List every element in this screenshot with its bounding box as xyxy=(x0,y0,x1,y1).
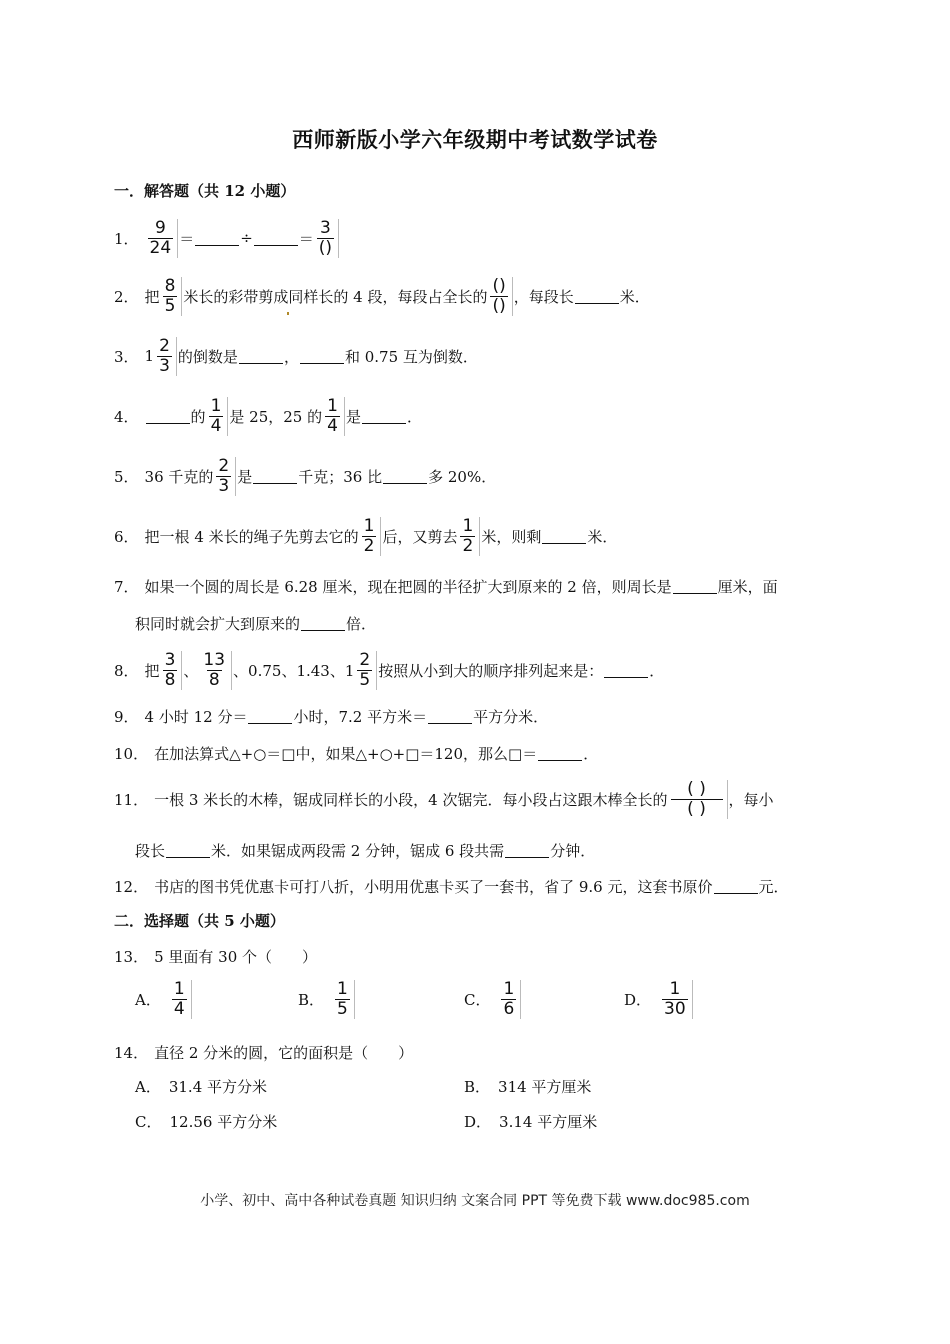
question-text: 4 小时 12 分＝ xyxy=(144,707,248,726)
question-3 xyxy=(114,336,478,376)
option-label: D． xyxy=(624,991,652,1009)
option-label: B． xyxy=(464,1078,491,1096)
fraction: $\frac{1}{30}$ xyxy=(660,980,693,1019)
option-label: C． xyxy=(135,1113,162,1131)
question-text: 书店的图书凭优惠卡可打八折，小明用优惠卡买了一套书，省了 9.6 元，这套书原价 xyxy=(154,877,713,896)
question-text: ， xyxy=(283,347,299,366)
question-11-line-2 xyxy=(135,830,595,870)
question-14 xyxy=(114,1032,413,1072)
question-number: 5． xyxy=(114,467,139,486)
question-text: 米长的彩带剪成同样长的 4 段，每段占全长的 xyxy=(183,287,488,306)
fraction: $\frac{1}{2}$ xyxy=(360,517,382,556)
fraction: $\frac{9}{24}$ xyxy=(146,219,179,258)
question-text: 米．如果锯成两段需 2 分钟，锯成 6 段共需 xyxy=(211,841,505,860)
question-text: 厘米，面 xyxy=(717,577,778,596)
fraction: $\frac{13}{8}$ xyxy=(199,651,232,690)
answer-blank[interactable] xyxy=(300,349,344,364)
question-10 xyxy=(114,733,598,773)
question-number: 13． xyxy=(114,947,149,966)
option-label: B． xyxy=(298,991,325,1009)
question-text: 一根 3 米长的木棒，锯成同样长的小段，4 次锯完．每小段占这跟木棒全长的 xyxy=(154,790,668,809)
fraction: $\frac{( )}{( )}$ xyxy=(669,780,728,819)
section-heading-answer: 一．解答题（共 12 小题） xyxy=(114,182,296,200)
question-number: 11． xyxy=(114,790,149,809)
question-text: 和 0.75 互为倒数． xyxy=(344,347,478,366)
answer-blank[interactable] xyxy=(575,289,619,304)
option-label: C． xyxy=(464,991,491,1009)
option-c[interactable] xyxy=(135,1111,277,1132)
answer-blank[interactable] xyxy=(239,349,283,364)
question-text: ，每小 xyxy=(728,790,774,809)
question-7-line-1 xyxy=(114,566,778,606)
option-b[interactable] xyxy=(464,1076,591,1097)
question-text: 把 xyxy=(144,287,160,306)
option-b[interactable] xyxy=(298,980,356,1019)
question-number: 8． xyxy=(114,661,139,680)
question-5 xyxy=(114,456,496,496)
question-text: 平方分米． xyxy=(473,707,549,726)
question-number: 12． xyxy=(114,877,149,896)
answer-blank[interactable] xyxy=(714,879,758,894)
answer-blank[interactable] xyxy=(604,663,648,678)
question-text: 在加法算式△+○＝□中，如果△+○+□＝120，那么□＝ xyxy=(154,744,538,763)
question-text: 分钟． xyxy=(550,841,596,860)
answer-blank[interactable] xyxy=(301,616,345,631)
question-text: 、0.75、1.43、1 xyxy=(233,661,355,680)
answer-blank[interactable] xyxy=(428,709,472,724)
question-13 xyxy=(114,936,317,976)
answer-blank[interactable] xyxy=(254,231,298,246)
fraction: $\frac{1}{4}$ xyxy=(207,397,229,436)
fraction: $\frac{3}{()}$ xyxy=(315,219,339,258)
question-12 xyxy=(114,866,789,906)
answer-blank[interactable] xyxy=(146,409,190,424)
fraction: $\frac{1}{5}$ xyxy=(333,980,355,1019)
question-text: 把 xyxy=(144,661,160,680)
question-number: 7． xyxy=(114,577,139,596)
fraction: $\frac{1}{4}$ xyxy=(170,980,192,1019)
section-heading-choice: 二．选择题（共 5 小题） xyxy=(114,912,285,930)
question-text: 积同时就会扩大到原来的 xyxy=(135,614,301,633)
question-text: ． xyxy=(583,744,599,763)
question-number: 14． xyxy=(114,1043,149,1062)
separator: 、 xyxy=(183,661,199,680)
question-number: 4． xyxy=(114,407,139,426)
fraction: $\frac{2}{3}$ xyxy=(155,337,177,376)
question-text: 小时，7.2 平方米＝ xyxy=(293,707,428,726)
question-text: 是 xyxy=(345,407,361,426)
fraction: $\frac{2}{3}$ xyxy=(214,457,236,496)
question-text: 的 xyxy=(190,407,206,426)
question-number: 6． xyxy=(114,527,139,546)
stray-mark xyxy=(287,312,289,315)
equals-sign: ＝ xyxy=(179,229,195,248)
answer-blank[interactable] xyxy=(505,843,549,858)
option-c[interactable] xyxy=(464,980,522,1019)
divide-sign: ÷ xyxy=(240,229,253,247)
question-text: 米． xyxy=(619,287,650,306)
question-number: 3． xyxy=(114,347,139,366)
fraction: $\frac{()}{()}$ xyxy=(488,277,512,316)
question-text: 的倒数是 xyxy=(177,347,238,366)
fraction: $\frac{8}{5}$ xyxy=(161,277,183,316)
question-text: 如果一个圆的周长是 6.28 厘米，现在把圆的半径扩大到原来的 2 倍，则周长是 xyxy=(144,577,672,596)
answer-blank[interactable] xyxy=(166,843,210,858)
question-text: ． xyxy=(649,661,665,680)
answer-blank[interactable] xyxy=(538,746,582,761)
answer-blank[interactable] xyxy=(542,529,586,544)
question-number: 1． xyxy=(114,229,139,248)
question-text: ． xyxy=(406,407,422,426)
question-number: 10． xyxy=(114,744,149,763)
fraction: $\frac{1}{2}$ xyxy=(458,517,480,556)
question-text: 千克；36 比 xyxy=(298,467,383,486)
question-8 xyxy=(114,650,664,690)
question-text: 元． xyxy=(758,877,789,896)
question-text: 是 xyxy=(237,467,253,486)
answer-blank[interactable] xyxy=(248,709,292,724)
option-d[interactable] xyxy=(464,1111,597,1132)
option-label: A． xyxy=(135,1078,161,1096)
question-text: 倍． xyxy=(346,614,377,633)
question-2 xyxy=(114,276,650,316)
question-text: 5 里面有 30 个（ ） xyxy=(154,947,318,966)
question-11-line-1 xyxy=(114,779,774,819)
option-d[interactable] xyxy=(624,980,694,1019)
question-4 xyxy=(114,396,422,436)
question-text: 后，又剪去 xyxy=(382,527,458,546)
option-a[interactable] xyxy=(135,980,193,1019)
option-label: A． xyxy=(135,991,161,1009)
answer-blank[interactable] xyxy=(195,231,239,246)
answer-blank[interactable] xyxy=(673,579,717,594)
answer-blank[interactable] xyxy=(362,409,406,424)
question-text: 按照从小到大的顺序排列起来是： xyxy=(378,661,604,680)
option-text: 3.14 平方厘米 xyxy=(499,1113,598,1131)
question-text: 米，则剩 xyxy=(481,527,542,546)
fraction: $\frac{3}{8}$ xyxy=(161,651,183,690)
option-a[interactable] xyxy=(135,1076,267,1097)
question-text: 36 千克的 xyxy=(144,467,214,486)
question-text: 直径 2 分米的圆，它的面积是（ ） xyxy=(154,1043,414,1062)
option-text: 12.56 平方分米 xyxy=(169,1113,278,1131)
fraction: $\frac{1}{6}$ xyxy=(499,980,521,1019)
question-text: 把一根 4 米长的绳子先剪去它的 xyxy=(144,527,359,546)
fraction: $\frac{2}{5}$ xyxy=(355,651,377,690)
question-1 xyxy=(114,218,340,258)
question-text: 是 25，25 的 xyxy=(229,407,323,426)
question-6 xyxy=(114,516,617,556)
question-text: 段长 xyxy=(135,841,166,860)
question-number: 2． xyxy=(114,287,139,306)
question-text: ，每段长 xyxy=(513,287,574,306)
option-text: 31.4 平方分米 xyxy=(168,1078,268,1096)
mixed-number-whole: 1 xyxy=(144,347,155,365)
page-title: 西师新版小学六年级期中考试数学试卷 xyxy=(292,127,658,152)
question-text: 多 20%． xyxy=(428,467,497,486)
option-text: 314 平方厘米 xyxy=(498,1078,592,1096)
equals-sign: ＝ xyxy=(298,229,314,248)
question-7-line-2 xyxy=(135,603,376,643)
question-number: 9． xyxy=(114,707,139,726)
answer-blank[interactable] xyxy=(253,469,297,484)
question-9 xyxy=(114,696,548,736)
fraction: $\frac{1}{4}$ xyxy=(323,397,345,436)
option-label: D． xyxy=(464,1113,492,1131)
answer-blank[interactable] xyxy=(383,469,427,484)
question-text: 米． xyxy=(587,527,618,546)
footer-text: 小学、初中、高中各种试卷真题 知识归纳 文案合同 PPT 等免费下载 www.doc985.com xyxy=(200,1193,750,1209)
